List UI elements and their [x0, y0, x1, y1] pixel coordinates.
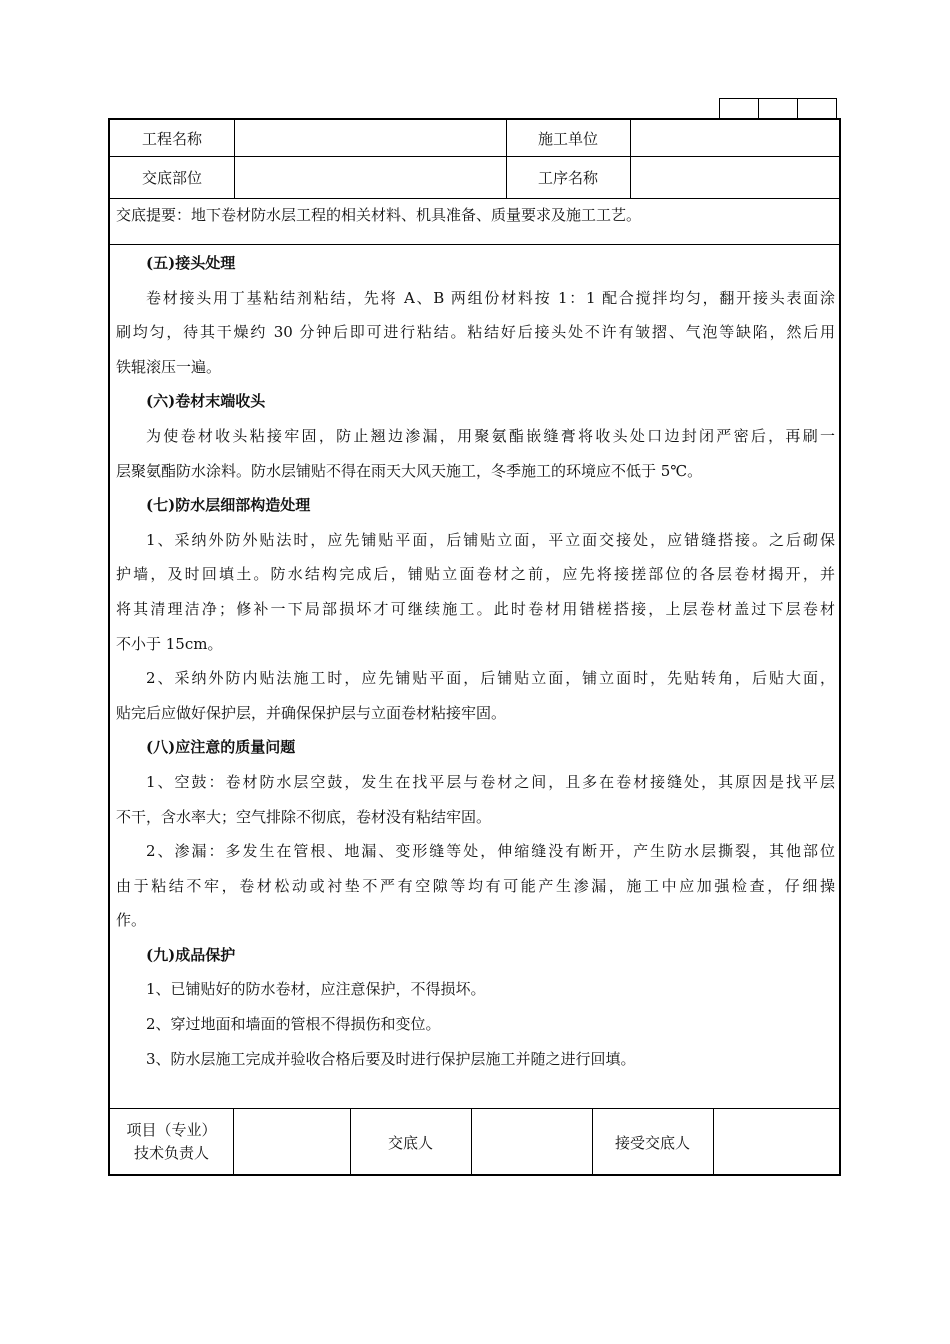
paragraph-line: 铁辊滚压一遍。 [116, 357, 222, 376]
paragraph-line: 1、采纳外防外贴法时，应先铺贴平面，后铺贴立面，平立面交接处，应错缝搭接。之后砌保 [146, 530, 835, 549]
construction-unit-field[interactable] [630, 120, 839, 156]
section-heading: (八)应注意的质量问题 [146, 738, 296, 757]
paragraph-line: 2、渗漏：多发生在管根、地漏、变形缝等处，伸缩缝没有断开，产生防水层撕裂，其他部位 [146, 842, 835, 861]
discloser-signature-field[interactable] [471, 1108, 592, 1176]
tech-lead-signature-field[interactable] [233, 1108, 350, 1176]
corner-boxes [720, 98, 837, 119]
receiver-label: 接受交底人 [614, 1133, 690, 1152]
construction-unit-label: 施工单位 [537, 129, 598, 148]
paragraph-line: 2、采纳外防内贴法施工时，应先铺贴平面，后铺贴立面，铺立面时，先贴转角，后贴大面， [146, 669, 835, 688]
tech-lead-label-line: 技术负责人 [133, 1144, 209, 1162]
disclosure-form [108, 118, 841, 1176]
discloser-label: 交底人 [387, 1133, 433, 1152]
paragraph-line: 2、穿过地面和墙面的管根不得损伤和变位。 [146, 1015, 441, 1034]
paragraph-line: 卷材接头用丁基粘结剂粘结，先将 A、B 两组份材料按 1：1 配合搅拌均匀，翻开接头表面涂 [146, 288, 835, 307]
disclosure-location-field[interactable] [234, 156, 506, 198]
disclosure-body [116, 246, 835, 1076]
section-heading: (九)成品保护 [146, 945, 236, 964]
section-heading: (七)防水层细部构造处理 [146, 496, 311, 515]
corner-box [719, 98, 759, 119]
receiver-signature-field[interactable] [713, 1108, 839, 1176]
paragraph-line: 贴完后应做好保护层，并确保保护层与立面卷材粘接牢固。 [116, 703, 507, 722]
paragraph-line: 1、空鼓：卷材防水层空鼓，发生在找平层与卷材之间，且多在卷材接缝处，其原因是找平层 [146, 772, 835, 791]
paragraph-line: 不小于 15cm。 [116, 634, 223, 653]
paragraph-line: 3、防水层施工完成并验收合格后要及时进行保护层施工并随之进行回填。 [146, 1049, 636, 1068]
paragraph-line: 1、已铺贴好的防水卷材，应注意保护，不得损坏。 [146, 980, 486, 999]
paragraph-line: 层聚氨酯防水涂料。防水层铺贴不得在雨天大风天施工，冬季施工的环境应不低于 5℃。 [116, 461, 703, 480]
disclosure-location-label: 交底部位 [141, 168, 202, 187]
process-name-label: 工序名称 [537, 168, 598, 187]
paragraph-line: 为使卷材收头粘接牢固，防止翘边渗漏，用聚氨酯嵌缝膏将收头处口边封闭严密后，再刷一 [146, 426, 835, 445]
paragraph-line: 护墙，及时回填土。防水结构完成后，铺贴立面卷材之前，应先将接搓部位的各层卷材揭开，并 [116, 565, 835, 584]
tech-lead-label-line: 项目（专业） [126, 1121, 217, 1139]
row-divider [110, 244, 839, 245]
corner-box [797, 98, 837, 119]
paragraph-line: 由于粘结不牢，卷材松动或衬垫不严有空隙等均有可能产生渗漏，施工中应加强检查，仔细操 [116, 876, 835, 895]
project-name-label: 工程名称 [141, 129, 202, 148]
disclosure-summary: 交底提要：地下卷材防水层工程的相关材料、机具准备、质量要求及施工工艺。 [116, 206, 642, 224]
paragraph-line: 不干，含水率大；空气排除不彻底，卷材没有粘结牢固。 [116, 807, 492, 826]
process-name-field[interactable] [630, 156, 839, 198]
paragraph-line: 刷均匀，待其干燥约 30 分钟后即可进行粘结。粘结好后接头处不许有皱摺、气泡等缺陷，然后用 [116, 323, 835, 342]
row-divider [110, 198, 839, 199]
section-heading: (六)卷材末端收头 [146, 392, 266, 411]
project-name-field[interactable] [234, 120, 506, 156]
paragraph-line: 作。 [116, 911, 147, 930]
section-heading: (五)接头处理 [146, 254, 236, 272]
tech-lead-label [110, 1108, 233, 1176]
paragraph-line: 将其清理洁净；修补一下局部损坏才可继续施工。此时卷材用错槎搭接，上层卷材盖过下层卷材 [116, 599, 835, 618]
corner-box [758, 98, 798, 119]
